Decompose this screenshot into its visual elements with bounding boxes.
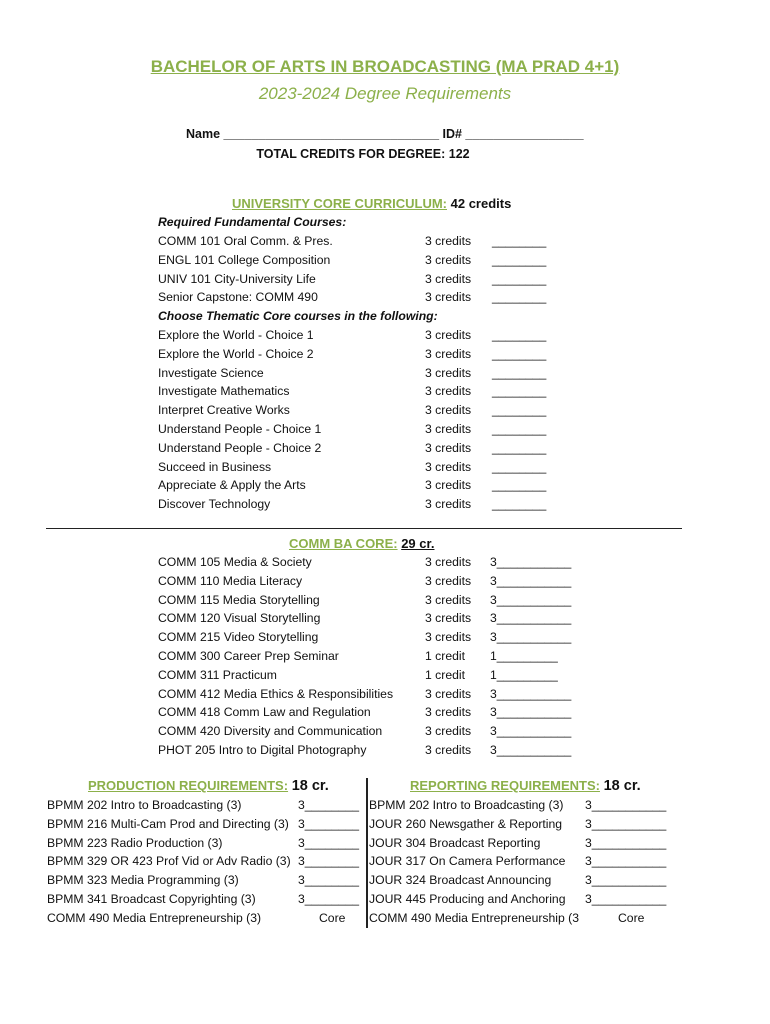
course-name: Appreciate & Apply the Arts [158, 478, 306, 493]
completion-blank[interactable]: 1_________ [490, 649, 558, 663]
course-credits: 3 credits [425, 630, 472, 645]
course-name: JOUR 260 Newsgather & Reporting [369, 816, 563, 831]
course-name: PHOT 205 Intro to Digital Photography [158, 743, 367, 757]
completion-blank[interactable]: 3___________ [490, 573, 572, 588]
course-credits: 3 credits [425, 686, 472, 701]
course-name: UNIV 101 City-University Life [158, 271, 316, 286]
course-name: COMM 120 Visual Storytelling [158, 611, 321, 626]
course-name: COMM 420 Diversity and Communication [158, 724, 383, 739]
course-name: COMM 110 Media Literacy [158, 573, 303, 588]
course-name: Investigate Science [158, 365, 264, 380]
section-divider [46, 528, 682, 529]
course-credits: 3 credits [425, 346, 472, 361]
completion-blank[interactable]: ________ [492, 252, 547, 267]
completion-blank[interactable]: ________ [492, 384, 547, 399]
course-credits: 3 credits [425, 705, 472, 720]
course-credits: 3 credits [425, 403, 472, 418]
core-heading [232, 196, 511, 211]
completion-blank[interactable]: ________ [492, 365, 547, 380]
completion-blank[interactable]: ________ [492, 478, 547, 493]
required-label: Required Fundamental Courses: [158, 215, 347, 229]
course-credits: 3 credits [425, 422, 472, 436]
completion-blank[interactable]: ________ [492, 290, 547, 305]
course-credits: 3 credits [425, 365, 472, 380]
course-name: COMM 105 Media & Society [158, 555, 312, 569]
course-name: ENGL 101 College Composition [158, 252, 331, 267]
completion-blank[interactable]: 3___________ [490, 555, 572, 569]
completion-blank[interactable]: 3________ [298, 873, 360, 888]
course-name: BPMM 329 OR 423 Prof Vid or Adv Radio (3) [47, 854, 291, 869]
completion-blank[interactable]: 3________ [298, 835, 360, 850]
course-name: JOUR 304 Broadcast Reporting [369, 835, 541, 850]
course-credits: 3 credits [425, 743, 472, 757]
course-name: Explore the World - Choice 1 [158, 328, 314, 342]
completion-blank[interactable]: 3___________ [490, 724, 572, 739]
thematic-label: Choose Thematic Core courses in the following: [158, 309, 438, 323]
course-name: BPMM 341 Broadcast Copyrighting (3) [47, 892, 256, 906]
name-id-field[interactable]: Name _______________________________ ID# _________________ [186, 127, 584, 141]
course-credits: 3 credits [425, 555, 472, 569]
course-name: Senior Capstone: COMM 490 [158, 290, 318, 305]
course-name: Understand People - Choice 1 [158, 422, 322, 436]
course-credits: 3 credits [425, 440, 472, 455]
completion-blank[interactable]: 3___________ [585, 854, 667, 869]
course-name: JOUR 324 Broadcast Announcing [369, 873, 552, 888]
production-heading-label: PRODUCTION REQUIREMENTS: [88, 778, 289, 793]
completion-blank[interactable]: 3___________ [490, 743, 572, 757]
course-name: Interpret Creative Works [158, 403, 290, 418]
completion-blank[interactable]: ________ [492, 234, 547, 248]
total-credits: TOTAL CREDITS FOR DEGREE: 122 [256, 147, 470, 161]
course-name: COMM 215 Video Storytelling [158, 630, 319, 645]
completion-blank[interactable]: 3___________ [585, 835, 667, 850]
completion-blank[interactable]: ________ [492, 403, 547, 418]
course-name: BPMM 216 Multi-Cam Prod and Directing (3) [47, 816, 289, 831]
course-credits: 3 credits [425, 724, 472, 739]
course-name: COMM 300 Career Prep Seminar [158, 649, 339, 663]
completion-blank[interactable]: 3________ [298, 798, 360, 812]
course-name: BPMM 202 Intro to Broadcasting (3) [369, 798, 564, 812]
completion-blank[interactable]: Core [319, 910, 346, 925]
completion-blank[interactable]: 3___________ [490, 592, 572, 607]
ba-core-heading-label: COMM BA CORE: [289, 536, 398, 551]
course-name: COMM 311 Practicum [158, 667, 277, 682]
course-credits: 3 credits [425, 592, 472, 607]
course-name: BPMM 223 Radio Production (3) [47, 835, 223, 850]
completion-blank[interactable]: ________ [492, 271, 547, 286]
course-credits: 3 credits [425, 252, 472, 267]
course-name: COMM 101 Oral Comm. & Pres. [158, 234, 333, 248]
course-name: Explore the World - Choice 2 [158, 346, 314, 361]
completion-blank[interactable]: ________ [492, 440, 547, 455]
course-name: Investigate Mathematics [158, 384, 290, 399]
column-divider [366, 778, 368, 928]
course-credits: 3 credits [425, 384, 472, 399]
completion-blank[interactable]: ________ [492, 328, 547, 342]
course-credits: 3 credits [425, 478, 472, 493]
reporting-heading-label: REPORTING REQUIREMENTS: [410, 778, 600, 793]
page-subtitle: 2023-2024 Degree Requirements [258, 84, 512, 103]
core-heading-label: UNIVERSITY CORE CURRICULUM: [232, 196, 447, 211]
completion-blank[interactable]: 3___________ [490, 705, 572, 720]
completion-blank[interactable]: 3___________ [490, 630, 572, 645]
completion-blank[interactable]: 3________ [298, 816, 360, 831]
completion-blank[interactable]: 1_________ [490, 667, 558, 682]
course-credits: 3 credits [425, 497, 472, 512]
reporting-heading-credits: 18 cr. [603, 778, 641, 794]
course-name: Discover Technology [158, 497, 271, 512]
course-name: Succeed in Business [158, 459, 272, 474]
completion-blank[interactable]: Core [618, 910, 645, 925]
production-heading-credits: 18 cr. [291, 778, 329, 794]
course-name: Understand People - Choice 2 [158, 440, 322, 455]
completion-blank[interactable]: ________ [492, 422, 547, 436]
course-name: COMM 490 Media Entrepreneurship (3 [369, 910, 579, 925]
course-credits: 3 credits [425, 459, 472, 474]
course-name: BPMM 202 Intro to Broadcasting (3) [47, 798, 242, 812]
course-credits: 1 credit [425, 649, 465, 663]
completion-blank[interactable]: 3___________ [585, 892, 667, 906]
completion-blank[interactable]: ________ [492, 497, 547, 512]
course-name: JOUR 445 Producing and Anchoring [369, 892, 566, 906]
course-credits: 3 credits [425, 328, 472, 342]
course-name: COMM 412 Media Ethics & Responsibilities [158, 686, 394, 701]
course-credits: 3 credits [425, 611, 472, 626]
course-credits: 3 credits [425, 290, 472, 305]
completion-blank[interactable]: ________ [492, 459, 547, 474]
course-credits: 3 credits [425, 271, 472, 286]
core-heading-credits: 42 credits [450, 196, 512, 211]
ba-core-heading [289, 536, 434, 551]
completion-blank[interactable]: ________ [492, 346, 547, 361]
reporting-heading [410, 778, 641, 794]
completion-blank[interactable]: 3________ [298, 892, 360, 906]
completion-blank[interactable]: 3___________ [585, 873, 667, 888]
course-credits: 1 credit [425, 667, 465, 682]
course-credits: 3 credits [425, 573, 472, 588]
completion-blank[interactable]: 3___________ [490, 611, 572, 626]
course-name: COMM 418 Comm Law and Regulation [158, 705, 371, 720]
course-name: COMM 490 Media Entrepreneurship (3) [47, 910, 262, 925]
course-credits: 3 credits [425, 234, 472, 248]
course-name: JOUR 317 On Camera Performance [369, 854, 566, 869]
completion-blank[interactable]: 3___________ [585, 798, 667, 812]
course-name: COMM 115 Media Storytelling [158, 592, 320, 607]
production-heading [88, 778, 329, 794]
ba-core-heading-credits: 29 cr. [401, 536, 435, 551]
completion-blank[interactable]: 3________ [298, 854, 360, 869]
completion-blank[interactable]: 3___________ [585, 816, 667, 831]
course-name: BPMM 323 Media Programming (3) [47, 873, 239, 888]
completion-blank[interactable]: 3___________ [490, 686, 572, 701]
page-title: BACHELOR OF ARTS IN BROADCASTING (MA PRAD 4+1) [150, 57, 620, 76]
